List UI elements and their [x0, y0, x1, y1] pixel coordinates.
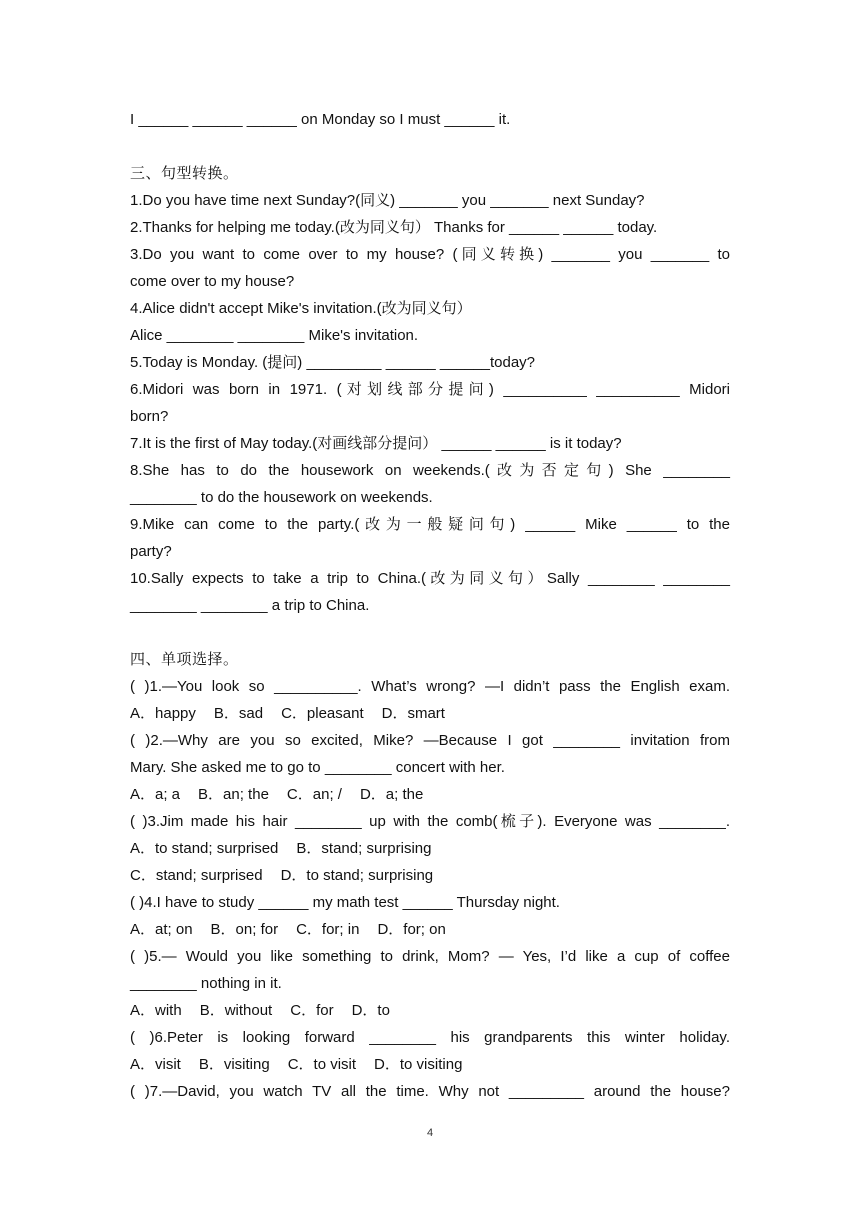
option-d: D．a; the — [359, 786, 424, 803]
fill-blank-line: I ______ ______ ______ on Monday so I must ______ it. — [130, 111, 511, 128]
choice-options-4 — [130, 916, 730, 943]
option-a: A．visit — [130, 1056, 181, 1073]
choice-question-2: ( )2.—Why are you so excited, Mike? —Because I got ________ invitation from — [130, 732, 730, 749]
transform-item-4: 4.Alice didn't accept Mike's invitation.(改为同义句） — [130, 300, 472, 317]
option-a: A．to stand; surprised — [130, 840, 279, 857]
option-d: D．smart — [381, 705, 445, 722]
choice-question-6: ( )6.Peter is looking forward ________ his grandparents this winter holiday. — [130, 1029, 730, 1046]
worksheet-content — [130, 106, 730, 1105]
option-a: A．with — [130, 1002, 182, 1019]
choice-options-2 — [130, 781, 730, 808]
option-a: A．at; on — [130, 921, 193, 938]
spacer — [130, 133, 730, 160]
option-c: C．for — [290, 1002, 334, 1019]
section-heading-3: 三、句型转换。 — [130, 164, 239, 182]
choice-options-1 — [130, 700, 730, 727]
transform-item-9-cont: party? — [130, 543, 172, 560]
option-c: C．pleasant — [281, 705, 364, 722]
choice-question-3: ( )3.Jim made his hair ________ up with the comb(梳子). Everyone was ________. — [130, 813, 730, 830]
transform-item-1: 1.Do you have time next Sunday?(同义) _______ you _______ next Sunday? — [130, 192, 645, 209]
option-c: C．stand; surprised — [130, 867, 263, 884]
transform-item-8-cont: ________ to do the housework on weekends. — [130, 489, 433, 506]
option-c: C．for; in — [296, 921, 360, 938]
choice-question-7: ( )7.—David, you watch TV all the time. Why not _________ around the house? — [130, 1083, 730, 1100]
transform-item-7: 7.It is the first of May today.(对画线部分提问） ______ ______ is it today? — [130, 435, 622, 452]
transform-item-2: 2.Thanks for helping me today.(改为同义句） Thanks for ______ ______ today. — [130, 219, 658, 236]
option-c: C．to visit — [287, 1056, 357, 1073]
transform-item-6-cont: born? — [130, 408, 169, 425]
option-d: D．to stand; surprising — [280, 867, 434, 884]
transform-item-8: 8.She has to do the housework on weekends.(改为否定句) She ________ — [130, 462, 730, 479]
option-b: B．stand; surprising — [296, 840, 432, 857]
choice-options-3b — [130, 862, 730, 889]
option-a: A．happy — [130, 705, 196, 722]
choice-question-2-cont: Mary. She asked me to go to ________ concert with her. — [130, 759, 505, 776]
option-d: D．to — [351, 1002, 390, 1019]
choice-question-1: ( )1.—You look so __________. What’s wrong? —I didn’t pass the English exam. — [130, 678, 730, 695]
transform-item-5: 5.Today is Monday. (提问) _________ ______ ______today? — [130, 354, 536, 371]
option-d: D．for; on — [377, 921, 446, 938]
choice-options-5 — [130, 997, 730, 1024]
choice-options-3a — [130, 835, 730, 862]
choice-question-5: ( )5.— Would you like something to drink, Mom? — Yes, I’d like a cup of coffee — [130, 948, 730, 965]
transform-item-4-cont: Alice ________ ________ Mike's invitation. — [130, 327, 419, 344]
transform-item-10-cont: ________ ________ a trip to China. — [130, 597, 370, 614]
option-b: B．without — [199, 1002, 273, 1019]
choice-question-4: ( )4.I have to study ______ my math test ______ Thursday night. — [130, 894, 560, 911]
option-b: B．an; the — [198, 786, 269, 803]
option-b: B．visiting — [198, 1056, 270, 1073]
spacer — [130, 619, 730, 646]
option-b: B．on; for — [210, 921, 279, 938]
transform-item-9: 9.Mike can come to the party.(改为一般疑问句) ______ Mike ______ to the — [130, 516, 730, 533]
option-a: A．a; a — [130, 786, 181, 803]
option-b: B．sad — [213, 705, 264, 722]
transform-item-3: 3.Do you want to come over to my house? (同义转换) _______ you _______ to — [130, 246, 730, 263]
transform-item-3-cont: come over to my house? — [130, 273, 295, 290]
option-d: D．to visiting — [374, 1056, 463, 1073]
choice-options-6 — [130, 1051, 730, 1078]
page-number: 4 — [426, 1127, 434, 1139]
choice-question-5-cont: ________ nothing in it. — [130, 975, 282, 992]
transform-item-6: 6.Midori was born in 1971. (对划线部分提问) __________ __________ Midori — [130, 381, 730, 398]
option-c: C．an; / — [286, 786, 342, 803]
transform-item-10: 10.Sally expects to take a trip to China.(改为同义句）Sally ________ ________ — [130, 570, 730, 587]
section-heading-4: 四、单项选择。 — [130, 650, 239, 668]
